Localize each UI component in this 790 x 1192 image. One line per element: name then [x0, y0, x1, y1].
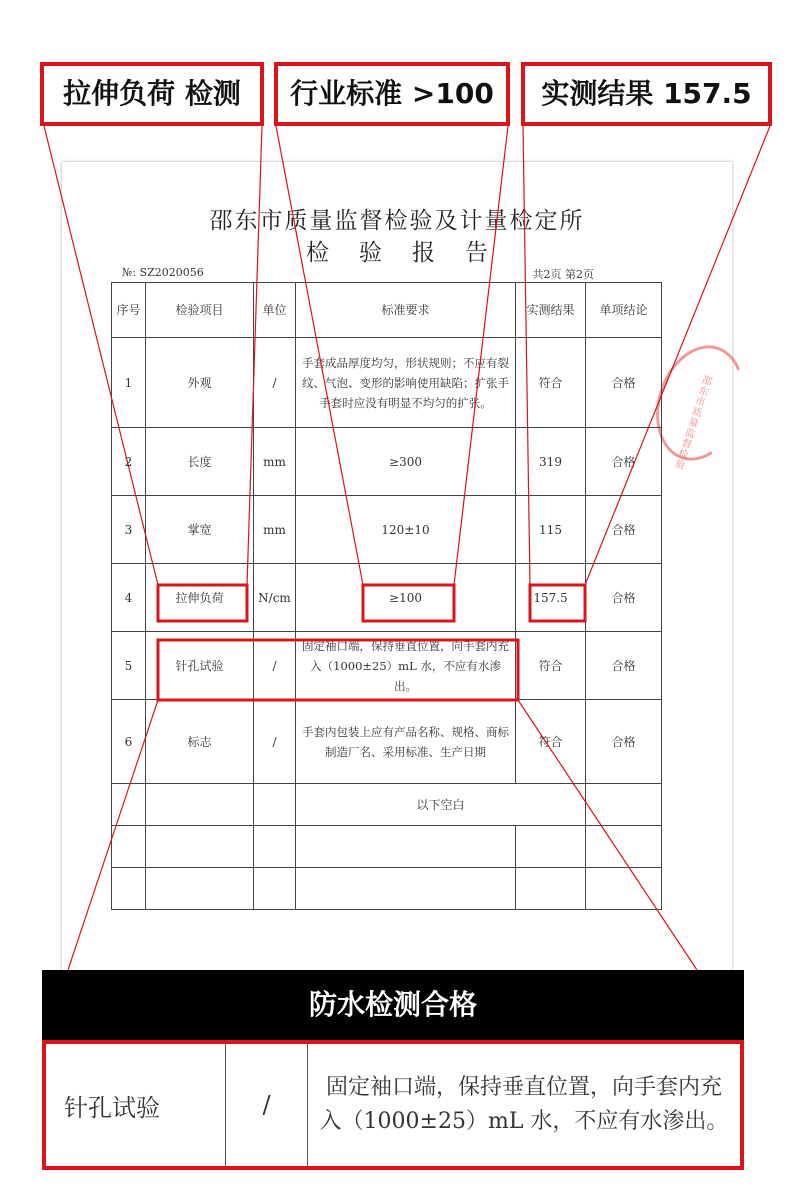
row-unit: mm: [254, 496, 296, 564]
row-item: 长度: [146, 428, 254, 496]
zoom-item: 针孔试验: [46, 1044, 226, 1166]
empty-row: [112, 868, 662, 910]
row-standard: ≥100: [296, 564, 516, 632]
inspection-report-page: [62, 162, 732, 970]
row-item: 掌宽: [146, 496, 254, 564]
industry-standard-callout: 行业标准 >100: [274, 62, 510, 126]
report-page-count: 共2页 第2页: [532, 268, 594, 281]
tensile-load-callout: 拉伸负荷 检测: [40, 62, 264, 126]
header-conclusion: 单项结论: [586, 283, 662, 338]
row-seq: 1: [112, 338, 146, 428]
measured-result-callout: 实测结果 157.5: [521, 62, 772, 126]
report-subtitle: 检验报告: [306, 240, 518, 266]
header-item: 检验项目: [146, 283, 254, 338]
row-conclusion: 合格: [586, 632, 662, 700]
institution-title: 邵东市质量监督检验及计量检定所: [209, 208, 585, 234]
zoom-unit: /: [226, 1044, 308, 1166]
row-result: 319: [516, 428, 586, 496]
table-row: [112, 428, 662, 496]
report-number: №: SZ2020056: [122, 266, 204, 279]
row-unit: /: [254, 700, 296, 784]
row-unit: /: [254, 632, 296, 700]
row-result: 157.5: [516, 564, 586, 632]
blank-note-row: [112, 784, 662, 826]
row-conclusion: 合格: [586, 564, 662, 632]
row-conclusion: 合格: [586, 338, 662, 428]
table-row: [112, 496, 662, 564]
inspection-table: [111, 282, 662, 910]
row-result: 115: [516, 496, 586, 564]
header-unit: 单位: [254, 283, 296, 338]
header-seq: 序号: [112, 283, 146, 338]
row-item: 针孔试验: [146, 632, 254, 700]
row-standard: ≥300: [296, 428, 516, 496]
zoom-standard: 固定袖口端，保持垂直位置，向手套内充入（1000±25）mL 水，不应有水渗出。: [319, 1075, 729, 1134]
header-standard: 标准要求: [296, 283, 516, 338]
row-standard: 固定袖口端，保持垂直位置，向手套内充入（1000±25）mL 水，不应有水渗出。: [296, 632, 516, 700]
table-row: [112, 632, 662, 700]
row-seq: 6: [112, 700, 146, 784]
row-seq: 5: [112, 632, 146, 700]
row-result: 符合: [516, 700, 586, 784]
row-result: 符合: [516, 338, 586, 428]
row-result: 符合: [516, 632, 586, 700]
row-conclusion: 合格: [586, 700, 662, 784]
row-item: 标志: [146, 700, 254, 784]
row-item: 外观: [146, 338, 254, 428]
row-seq: 4: [112, 564, 146, 632]
row-standard: 手套成品厚度均匀，形状规则；不应有裂纹、气泡、变形的影响使用缺陷；扩张手手套时应没有明显不均匀的扩张。: [296, 338, 516, 428]
row-unit: mm: [254, 428, 296, 496]
table-header-row: [112, 283, 662, 338]
waterproof-banner: 防水检测合格: [42, 970, 744, 1040]
row-seq: 2: [112, 428, 146, 496]
row-unit: /: [254, 338, 296, 428]
row-conclusion: 合格: [586, 496, 662, 564]
row-item: 拉伸负荷: [146, 564, 254, 632]
table-row: [112, 338, 662, 428]
row-unit: N/cm: [254, 564, 296, 632]
table-row: [112, 564, 662, 632]
row-standard: 手套内包装上应有产品名称、规格、商标制造厂名、采用标准、生产日期: [296, 700, 516, 784]
seal-text: 邵东市质量监督检验: [673, 374, 714, 473]
row-seq: 3: [112, 496, 146, 564]
table-row: [112, 700, 662, 784]
pinhole-test-zoom: [42, 1040, 744, 1170]
empty-row: [112, 826, 662, 868]
row-standard: 120±10: [296, 496, 516, 564]
row-conclusion: 合格: [586, 428, 662, 496]
blank-note: 以下空白: [296, 784, 586, 826]
header-result: 实测结果: [516, 283, 586, 338]
